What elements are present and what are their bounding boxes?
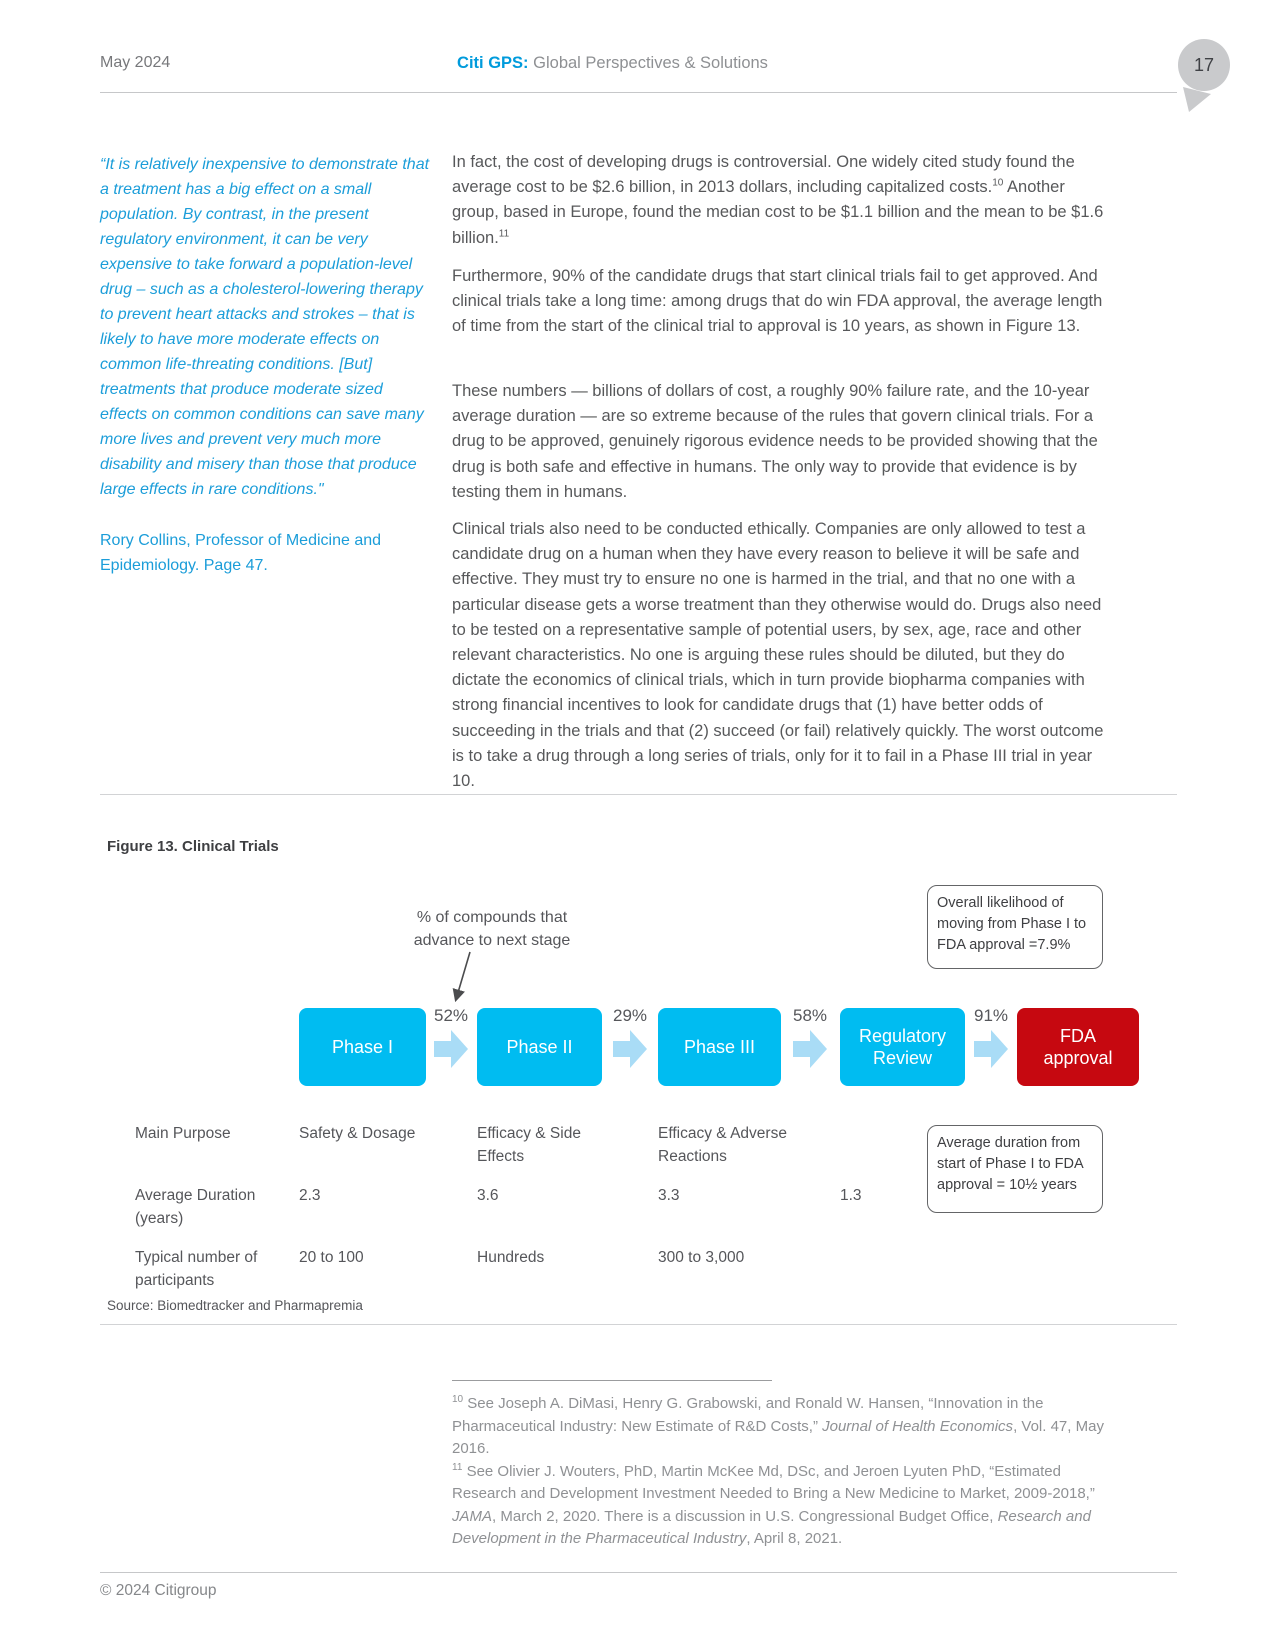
footnote-text: , Vol. 47, May 2016. (452, 1417, 1104, 1457)
footnote-10 (452, 1393, 1118, 1461)
header-date: May 2024 (100, 54, 171, 71)
row-label-average-duration: Average Duration (years) (135, 1187, 256, 1227)
header-title (0, 54, 1225, 73)
brand-citi-gps: Citi GPS: (457, 54, 529, 72)
paragraph-drug-cost (452, 150, 1114, 251)
header-subtitle: Global Perspectives & Solutions (528, 54, 768, 72)
footnote-text: , March 2, 2020. There is a discussion in U.S. Congressional Budget Office, (492, 1507, 998, 1525)
footnote-journal: Journal of Health Economics (822, 1417, 1014, 1435)
advance-rate-phase3-review: 58% (792, 1006, 828, 1025)
cell-duration-phase1: 2.3 (299, 1187, 321, 1204)
advance-rate-phase2-3: 29% (612, 1006, 648, 1025)
footnote-11 (452, 1461, 1118, 1551)
advance-rate-phase1-2: 52% (433, 1006, 469, 1025)
figure-source: Source: Biomedtracker and Pharmapremia (107, 1298, 363, 1313)
footnote-separator (452, 1380, 772, 1381)
row-label-main-purpose: Main Purpose (135, 1125, 231, 1142)
footnote-report-title: Research and Development in the Pharmaceutical Industry (452, 1507, 1091, 1547)
footer-copyright: © 2024 Citigroup (100, 1582, 217, 1599)
callout-average-duration: Average duration from start of Phase I to FDA approval = 10½ years (927, 1125, 1103, 1213)
cell-participants-phase1: 20 to 100 (299, 1249, 364, 1266)
cell-duration-review: 1.3 (840, 1187, 862, 1204)
footer-divider (100, 1572, 1177, 1573)
paragraph-failure-rate: Furthermore, 90% of the candidate drugs that start clinical trials fail to get approved. And clinical trials take a long time: among drugs that do win FDA approval, the average length of time from the start of the clinical trial to approval is 10 years, as shown in Figure 13. (452, 267, 1103, 336)
footnote-journal: JAMA (452, 1507, 493, 1525)
stage-phase-3: Phase III (658, 1008, 781, 1086)
footnote-marker: 10 (452, 1394, 464, 1405)
figure-title: Figure 13. Clinical Trials (107, 838, 279, 855)
stage-fda-approval: FDA approval (1017, 1008, 1139, 1086)
paragraph-text: Another group, based in Europe, found the median cost to be $1.1 billion and the mean to be $1.6 billion. (452, 178, 1104, 247)
header-divider (100, 92, 1177, 93)
callout-overall-likelihood: Overall likelihood of moving from Phase I to FDA approval =7.9% (927, 885, 1103, 969)
margin-pull-quote (100, 152, 432, 578)
footnote-marker: 11 (452, 1461, 463, 1473)
cell-purpose-phase3: Efficacy & Adverse Reactions (658, 1125, 787, 1165)
paragraph-rules: These numbers — billions of dollars of cost, a roughly 90% failure rate, and the 10-year average duration — are so extreme because of the rules that govern clinical trials. For a drug to be approved, genuinely rigorous evidence needs to be provided showing that the drug is both safe and effective in humans. The only way to provide that evidence is by testing them in humans. (452, 382, 1098, 501)
flow-arrow-icon (974, 1030, 1008, 1068)
pull-quote-text: “It is relatively inexpensive to demonstrate that a treatment has a big effect on a small population. By contrast, in the present regulatory environment, it can be very expensive to take forward a population-level drug – such as a cholesterol-lowering therapy to prevent heart attacks and strokes – that is likely to have more moderate effects on common life-threating conditions. [But] treatments that produce moderate sized effects on common conditions can save many more lives and prevent very much more disability and misery than those that produce large effects in rare conditions." (100, 156, 430, 498)
figure-annotation: % of compounds that advance to next stage (413, 909, 571, 949)
row-label-participants: Typical number of participants (135, 1249, 258, 1289)
cell-participants-phase2: Hundreds (477, 1249, 545, 1266)
paragraph-ethics: Clinical trials also need to be conducted ethically. Companies are only allowed to test a candidate drug on a human when they have every reason to believe it will be safe and effective. They must try to ensure no one is harmed in the trial, and that no one with a particular disease gets a worse treatment than they otherwise would do. Drugs also need to be tested on a representative sample of potential users, by sex, age, race and other relevant characteristics. No one is arguing these rules should be diluted, but they do dictate the economics of clinical trials, which in turn provide biopharma companies with strong financial incentives to look for candidate drugs that (1) have better odds of succeeding in the trials and that (2) succeed (or fail) relatively quickly. The worst outcome is to take a drug through a long series of trials, only for it to fail in a Phase III trial in year 10. (452, 520, 1104, 791)
cell-purpose-phase1: Safety & Dosage (299, 1125, 416, 1142)
footnote-text: See Olivier J. Wouters, PhD, Martin McKee Md, DSc, and Jeroen Lyuten PhD, “Estimated Research and Development Investment Needed to Bring a New Medicine to Market, 2009-2018,” (452, 1462, 1095, 1502)
flow-arrow-icon (434, 1030, 468, 1068)
footnotes-block (452, 1380, 1118, 1551)
pull-quote-attribution: Rory Collins, Professor of Medicine and Epidemiology. Page 47. (100, 532, 382, 574)
flow-arrow-icon (613, 1030, 647, 1068)
footnote-ref-11: 11 (498, 228, 510, 240)
annotation-arrow-icon (440, 950, 484, 1006)
figure-bottom-divider (100, 1324, 1177, 1325)
page-number-badge (1178, 39, 1230, 91)
cell-duration-phase2: 3.6 (477, 1187, 499, 1204)
cell-participants-phase3: 300 to 3,000 (658, 1249, 745, 1266)
footnote-text: , April 8, 2021. (746, 1530, 843, 1547)
stage-regulatory-review: Regulatory Review (840, 1008, 965, 1086)
stage-phase-2: Phase II (477, 1008, 602, 1086)
flow-arrow-icon (793, 1030, 827, 1068)
cell-purpose-phase2: Efficacy & Side Effects (477, 1125, 581, 1165)
paragraph-text: In fact, the cost of developing drugs is controversial. One widely cited study found the average cost to be $2.6 billion, in 2013 dollars, including capitalized costs. (452, 153, 1075, 197)
stage-phase-1: Phase I (299, 1008, 426, 1086)
footnote-text: See Joseph A. DiMasi, Henry G. Grabowski, and Ronald W. Hansen, “Innovation in the Pharmaceutical Industry: New Estimate of R&D Costs,” (452, 1395, 1044, 1435)
advance-rate-review-approval: 91% (973, 1006, 1009, 1025)
cell-duration-phase3: 3.3 (658, 1187, 680, 1204)
footnote-ref-10: 10 (992, 177, 1004, 189)
figure-top-divider (100, 794, 1177, 795)
page-number: 17 (1193, 54, 1215, 75)
